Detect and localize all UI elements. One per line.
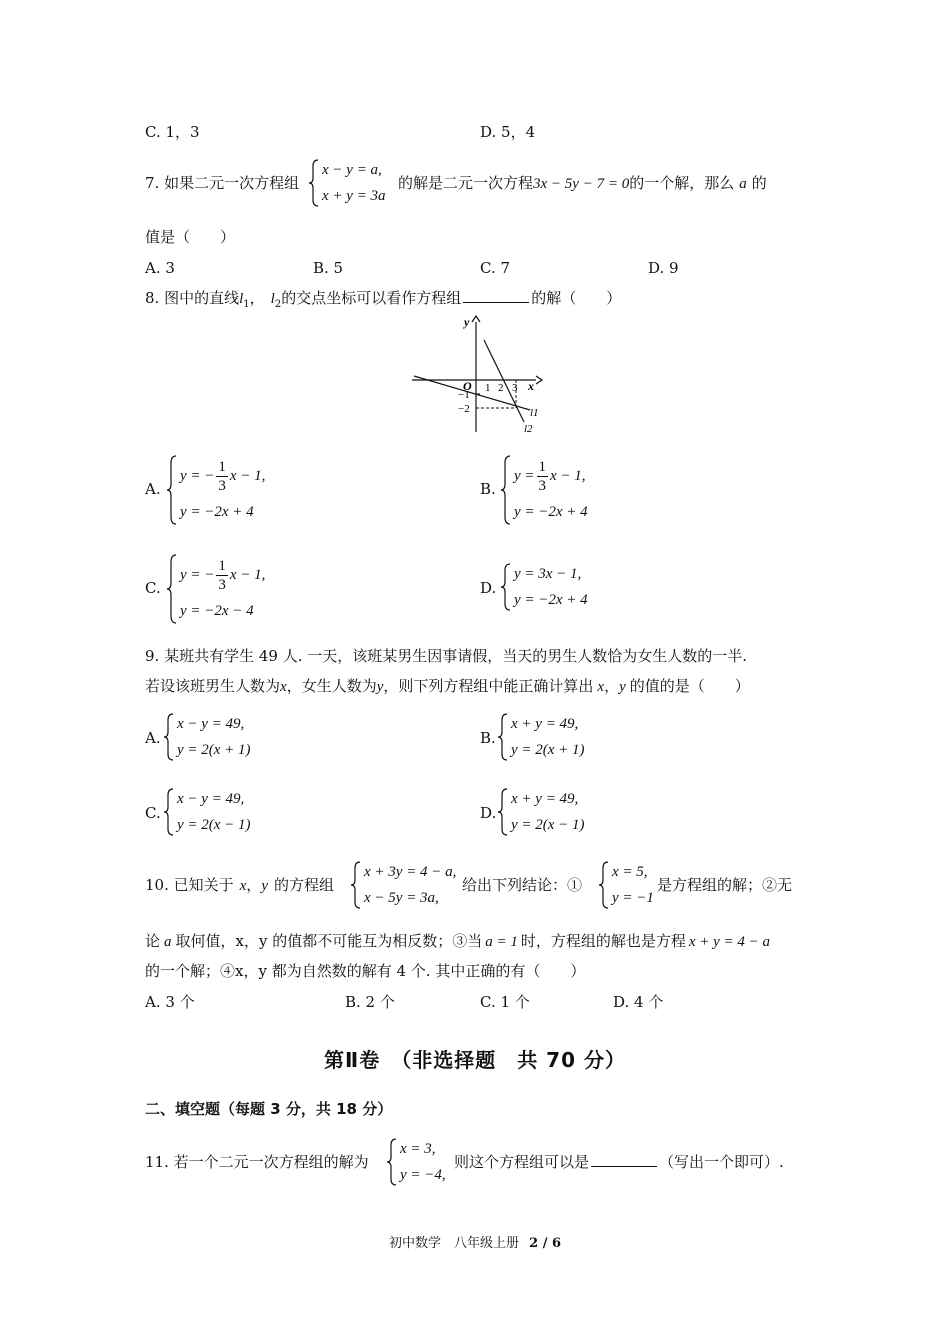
q9-var-y: y: [376, 679, 384, 695]
q10-mid2: 给出下列结论：①: [462, 876, 583, 894]
origin-label: O: [463, 379, 472, 393]
q8-l2-sub: 2: [274, 299, 282, 310]
q10-prefix: 10. 已知关于: [145, 876, 234, 894]
q10-sol-row-2: y = −1: [612, 890, 654, 906]
y-axis-arrow: [472, 316, 480, 322]
q7-line-2: 值是（ ）: [145, 228, 236, 246]
q9-var-y2: y: [619, 679, 626, 695]
q8-prefix: 8. 图中的直线: [145, 289, 240, 307]
q8-blank: [463, 287, 529, 303]
q7-suffix: 的一个解，那么: [629, 174, 735, 192]
q8-option-b-row-2: y = −2x + 4: [514, 504, 588, 520]
q8-option-b-brace: [500, 454, 512, 526]
q10-line2-var: a: [164, 934, 172, 950]
q9-option-d-row-2: y = 2(x − 1): [511, 817, 585, 833]
q8-l1: l: [239, 291, 244, 307]
q11-prefix: 11. 若一个二元一次方程组的解为: [145, 1153, 369, 1171]
q10-line2-eq: a = 1: [485, 934, 518, 950]
q10-option-d: D. 4 个: [613, 993, 664, 1011]
q8-sep: ，: [249, 289, 265, 307]
q8-option-d-brace: [500, 562, 512, 612]
q10-option-c: C. 1 个: [480, 993, 530, 1011]
q9-option-b-brace: [497, 712, 509, 762]
q8-l2: l: [270, 291, 275, 307]
q10-mid: 的方程组: [273, 876, 334, 894]
q10-line2-b: 取何值，x，y 的值都不可能互为相反数；③当: [175, 932, 483, 950]
fill-in-section-title: 二、填空题（每题 3 分，共 18 分）: [145, 1100, 393, 1118]
q9-option-a-brace: [163, 712, 175, 762]
q8-option-b-row-1: y = $\frac{1}{3}$ x − 1,: [514, 459, 586, 495]
q9-line2-b: ，女生人数为: [286, 677, 377, 695]
q9-option-b-label: B.: [480, 729, 496, 747]
q11-brace: [386, 1137, 398, 1187]
q6-option-c: C. 1，3: [145, 123, 200, 141]
q11-mid: 则这个方程组可以是: [454, 1153, 590, 1171]
q10-line2-a: 论: [145, 932, 161, 950]
q9-var-x2: x: [597, 679, 605, 695]
q11-sys-row-2: y = −4,: [400, 1167, 446, 1183]
q10-var-y: y: [261, 878, 268, 894]
q9-option-d-label: D.: [480, 804, 497, 822]
q7-option-c: C. 7: [480, 259, 511, 277]
q9-option-a-row-1: x − y = 49,: [177, 716, 245, 732]
q7-middle: 的解是二元一次方程: [398, 174, 534, 192]
x-axis-label: x: [528, 379, 534, 393]
q9-option-b-row-1: x + y = 49,: [511, 716, 579, 732]
q8-option-c-row-1: y = − $\frac{1}{3}$ x − 1,: [180, 558, 266, 594]
q7-sys-row-1: x − y = a,: [322, 162, 382, 178]
q10-solution-brace: [598, 860, 610, 910]
q7-suffix2: 的: [751, 174, 767, 192]
q9-option-b-row-2: y = 2(x + 1): [511, 742, 585, 758]
q9-line-1: 9. 某班共有学生 49 人. 一天，该班某男生因事请假，当天的男生人数恰为女生人数的一半.: [145, 647, 748, 665]
q10-option-a: A. 3 个: [145, 993, 195, 1011]
q8-option-c-label: C.: [145, 579, 161, 597]
q9-option-d-brace: [497, 787, 509, 837]
q10-system-brace: [350, 860, 362, 910]
line-label-l2: l2: [524, 423, 533, 435]
q9-option-c-label: C.: [145, 804, 161, 822]
q10-line2-eq2: x + y = 4 − a: [688, 934, 771, 950]
line-label-l1: l1: [530, 407, 539, 419]
q8-suffix: 的交点坐标可以看作方程组: [281, 289, 462, 307]
q8-option-c-brace: [166, 553, 178, 625]
q8-option-a-row-2: y = −2x + 4: [180, 504, 254, 520]
q8-option-a-brace: [166, 454, 178, 526]
q8-suffix2: 的解（ ）: [531, 289, 622, 307]
x-tick-2: 2: [498, 382, 504, 394]
q10-line-3: 的一个解；④x，y 都为自然数的解有 4 个. 其中正确的有（ ）: [145, 962, 586, 980]
page-footer: [0, 1232, 950, 1251]
q8-option-d-row-2: y = −2x + 4: [514, 592, 588, 608]
q9-option-a-label: A.: [145, 729, 161, 747]
q11-blank: [591, 1151, 657, 1167]
q9-option-c-row-1: x − y = 49,: [177, 791, 245, 807]
q9-option-a-row-2: y = 2(x + 1): [177, 742, 251, 758]
q10-line2-c: 时，方程组的解也是方程: [520, 932, 686, 950]
q9-line2-c: ，则下列方程组中能正确计算出: [383, 677, 594, 695]
q9-option-c-row-2: y = 2(x − 1): [177, 817, 251, 833]
q8-option-d-label: D.: [480, 579, 497, 597]
q7-prefix: 7. 如果二元一次方程组: [145, 174, 300, 192]
q7-option-d: D. 9: [648, 259, 679, 277]
q8-option-a-label: A.: [145, 480, 161, 498]
section-2-title: 第Ⅱ卷 （非选择题 共 70 分）: [324, 1048, 626, 1072]
q10-sys-row-1: x + 3y = 4 − a,: [364, 864, 457, 880]
q9-option-d-row-1: x + y = 49,: [511, 791, 579, 807]
x-axis-arrow: [536, 376, 542, 384]
q7-equation: 3x − 5y − 7 = 0: [533, 176, 630, 192]
q8-graph: [408, 312, 548, 436]
footer-subject: 初中数学 八年级上册: [388, 1236, 519, 1251]
y-tick-neg1: −1: [458, 389, 470, 401]
y-tick-neg2: −2: [458, 403, 470, 415]
x-tick-3: 3: [512, 382, 518, 394]
x-tick-1: 1: [485, 382, 491, 394]
q11-suffix: （写出一个即可）.: [659, 1153, 784, 1171]
q11-sys-row-1: x = 3,: [400, 1141, 436, 1157]
q8-option-c-row-2: y = −2x − 4: [180, 603, 254, 619]
q9-var-x: x: [280, 679, 287, 695]
q7-var-a: a: [739, 176, 747, 192]
line-l2: [484, 340, 524, 422]
q10-var-x: x: [239, 878, 247, 894]
q7-option-b: B. 5: [313, 259, 344, 277]
q8-l1-sub: 1: [243, 299, 250, 310]
q10-mid3: 是方程组的解；②无: [657, 876, 793, 894]
q7-brace: [308, 158, 320, 208]
q10-option-b: B. 2 个: [345, 993, 395, 1011]
q9-line2-g: 的值的是（ ）: [629, 677, 750, 695]
q7-sys-row-2: x + y = 3a: [322, 188, 386, 204]
q6-option-d: D. 5，4: [480, 123, 536, 141]
q7-option-a: A. 3: [145, 259, 175, 277]
q9-line2-a: 若设该班男生人数为: [145, 677, 281, 695]
footer-page-number: 2 / 6: [529, 1236, 562, 1251]
q8-option-a-row-1: y = − $\frac{1}{3}$ x − 1,: [180, 459, 266, 495]
q10-sol-row-1: x = 5,: [612, 864, 648, 880]
y-axis-label: y: [464, 315, 470, 329]
q8-option-d-row-1: y = 3x − 1,: [514, 566, 582, 582]
q10-sep: ，: [246, 876, 262, 894]
q10-sys-row-2: x − 5y = 3a,: [364, 890, 439, 906]
q8-option-b-label: B.: [480, 480, 496, 498]
q9-line2-e: ，: [604, 677, 620, 695]
q9-option-c-brace: [163, 787, 175, 837]
